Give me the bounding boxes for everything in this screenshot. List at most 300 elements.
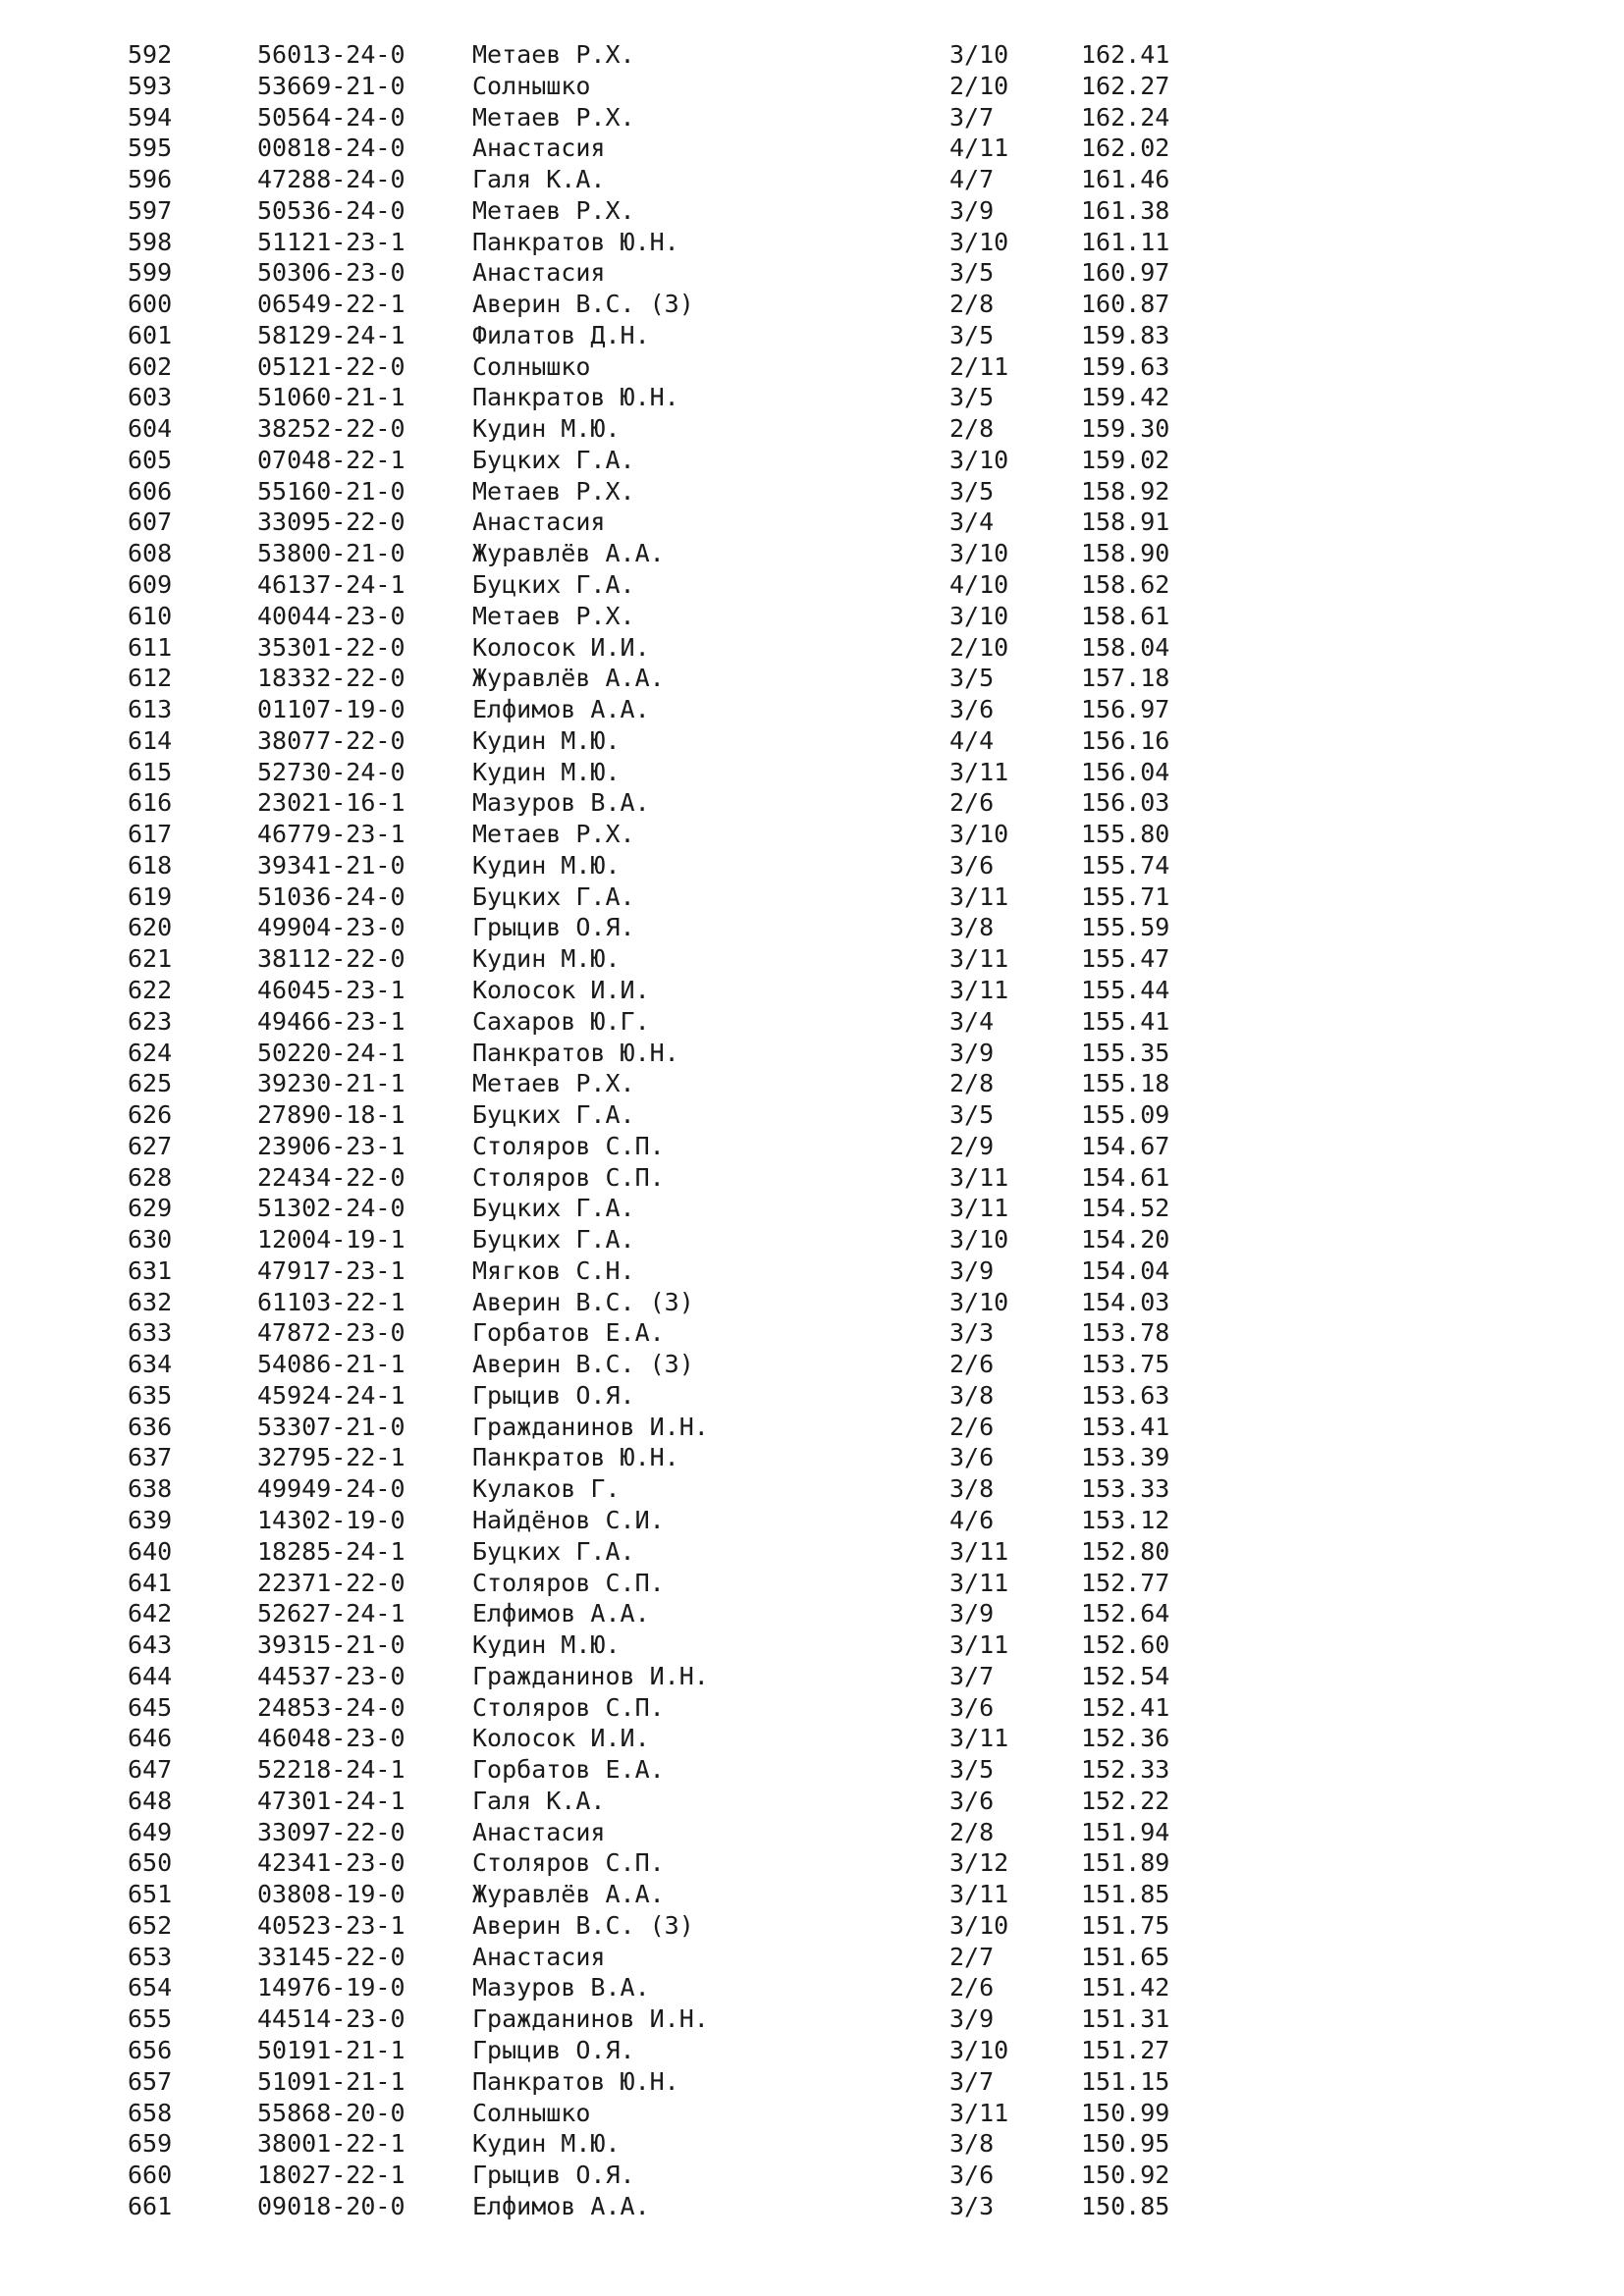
rank-cell: 659 xyxy=(128,2129,173,2159)
name-cell: Мазуров В.А. xyxy=(472,1973,650,2002)
rank-cell: 601 xyxy=(128,320,173,349)
rank-cell: 647 xyxy=(128,1755,173,1785)
score-cell: 162.24 xyxy=(1081,102,1170,132)
rank-cell: 629 xyxy=(128,1194,173,1223)
name-cell: Буцких Г.А. xyxy=(472,1194,635,1223)
ratio-cell: 3/9 xyxy=(949,195,995,225)
table-row xyxy=(0,195,1624,227)
name-cell: Кудин М.Ю. xyxy=(472,725,621,755)
name-cell: Колосок И.И. xyxy=(472,1724,650,1753)
ratio-cell: 3/8 xyxy=(949,913,995,942)
id-cell: 49466-23-1 xyxy=(257,1006,406,1036)
id-cell: 00818-24-0 xyxy=(257,133,406,163)
table-row xyxy=(0,1879,1624,1910)
rank-cell: 607 xyxy=(128,507,173,537)
ratio-cell: 3/6 xyxy=(949,1443,995,1472)
rank-cell: 610 xyxy=(128,601,173,630)
name-cell: Кудин М.Ю. xyxy=(472,944,621,974)
id-cell: 52627-24-1 xyxy=(257,1599,406,1629)
table-row xyxy=(0,1536,1624,1568)
name-cell: Метаев Р.Х. xyxy=(472,102,635,132)
rank-cell: 597 xyxy=(128,195,173,225)
table-row xyxy=(0,1162,1624,1194)
rank-cell: 608 xyxy=(128,539,173,568)
rank-cell: 614 xyxy=(128,725,173,755)
id-cell: 38252-22-0 xyxy=(257,414,406,444)
score-cell: 151.75 xyxy=(1081,1910,1170,1940)
ratio-cell: 3/11 xyxy=(949,1536,1009,1566)
score-cell: 151.42 xyxy=(1081,1973,1170,2002)
table-row xyxy=(0,445,1624,476)
ratio-cell: 3/9 xyxy=(949,1599,995,1629)
ratio-cell: 4/11 xyxy=(949,133,1009,163)
name-cell: Столяров С.П. xyxy=(472,1131,665,1160)
name-cell: Галя К.А. xyxy=(472,165,606,194)
table-row xyxy=(0,164,1624,195)
rank-cell: 639 xyxy=(128,1505,173,1534)
table-row xyxy=(0,1473,1624,1505)
table-row xyxy=(0,1131,1624,1162)
rank-cell: 624 xyxy=(128,1038,173,1067)
ratio-cell: 2/6 xyxy=(949,1350,995,1379)
rank-cell: 594 xyxy=(128,102,173,132)
score-cell: 152.41 xyxy=(1081,1692,1170,1722)
id-cell: 50564-24-0 xyxy=(257,102,406,132)
table-row xyxy=(0,2191,1624,2222)
id-cell: 53800-21-0 xyxy=(257,539,406,568)
id-cell: 46779-23-1 xyxy=(257,820,406,849)
score-cell: 151.15 xyxy=(1081,2066,1170,2096)
name-cell: Кудин М.Ю. xyxy=(472,2129,621,2159)
id-cell: 22371-22-0 xyxy=(257,1568,406,1597)
rank-cell: 611 xyxy=(128,632,173,662)
table-row xyxy=(0,102,1624,133)
rank-cell: 625 xyxy=(128,1069,173,1098)
score-cell: 152.64 xyxy=(1081,1599,1170,1629)
table-row xyxy=(0,71,1624,102)
ratio-cell: 3/10 xyxy=(949,820,1009,849)
id-cell: 18285-24-1 xyxy=(257,1536,406,1566)
name-cell: Кудин М.Ю. xyxy=(472,757,621,786)
id-cell: 23021-16-1 xyxy=(257,788,406,818)
table-row xyxy=(0,757,1624,788)
score-cell: 161.38 xyxy=(1081,195,1170,225)
rank-cell: 621 xyxy=(128,944,173,974)
rank-cell: 655 xyxy=(128,2004,173,2034)
name-cell: Панкратов Ю.Н. xyxy=(472,2066,679,2096)
ratio-cell: 3/6 xyxy=(949,850,995,880)
name-cell: Буцких Г.А. xyxy=(472,1100,635,1130)
table-row xyxy=(0,1786,1624,1817)
id-cell: 54086-21-1 xyxy=(257,1350,406,1379)
ratio-cell: 3/4 xyxy=(949,1006,995,1036)
id-cell: 47917-23-1 xyxy=(257,1255,406,1285)
score-cell: 155.47 xyxy=(1081,944,1170,974)
table-row xyxy=(0,1942,1624,1973)
rank-cell: 616 xyxy=(128,788,173,818)
table-row xyxy=(0,1661,1624,1692)
name-cell: Найдёнов С.И. xyxy=(472,1505,665,1534)
score-cell: 153.78 xyxy=(1081,1318,1170,1348)
id-cell: 39315-21-0 xyxy=(257,1630,406,1660)
table-row xyxy=(0,1692,1624,1724)
table-row xyxy=(0,257,1624,289)
table-row xyxy=(0,2003,1624,2035)
score-cell: 150.92 xyxy=(1081,2161,1170,2190)
ratio-cell: 3/11 xyxy=(949,1880,1009,1909)
rank-cell: 605 xyxy=(128,445,173,474)
score-cell: 155.80 xyxy=(1081,820,1170,849)
name-cell: Колосок И.И. xyxy=(472,632,650,662)
id-cell: 18332-22-0 xyxy=(257,664,406,693)
score-cell: 161.46 xyxy=(1081,165,1170,194)
rank-cell: 634 xyxy=(128,1350,173,1379)
ratio-cell: 3/3 xyxy=(949,1318,995,1348)
ratio-cell: 3/4 xyxy=(949,507,995,537)
ratio-cell: 2/6 xyxy=(949,1412,995,1441)
rank-cell: 652 xyxy=(128,1910,173,1940)
name-cell: Столяров С.П. xyxy=(472,1848,665,1878)
table-row xyxy=(0,912,1624,943)
score-cell: 151.65 xyxy=(1081,1942,1170,1971)
rank-cell: 623 xyxy=(128,1006,173,1036)
rank-cell: 651 xyxy=(128,1880,173,1909)
score-cell: 150.99 xyxy=(1081,2098,1170,2127)
rank-cell: 599 xyxy=(128,258,173,288)
name-cell: Метаев Р.Х. xyxy=(472,820,635,849)
name-cell: Солнышко xyxy=(472,71,591,100)
ratio-cell: 2/8 xyxy=(949,290,995,319)
table-row xyxy=(0,1847,1624,1879)
id-cell: 45924-24-1 xyxy=(257,1380,406,1410)
id-cell: 33145-22-0 xyxy=(257,1942,406,1971)
id-cell: 46048-23-0 xyxy=(257,1724,406,1753)
ratio-cell: 3/10 xyxy=(949,445,1009,474)
name-cell: Буцких Г.А. xyxy=(472,445,635,474)
id-cell: 50536-24-0 xyxy=(257,195,406,225)
name-cell: Колосок И.И. xyxy=(472,975,650,1004)
rank-cell: 643 xyxy=(128,1630,173,1660)
table-row xyxy=(0,1317,1624,1349)
table-row xyxy=(0,2128,1624,2160)
name-cell: Метаев Р.Х. xyxy=(472,1069,635,1098)
score-cell: 157.18 xyxy=(1081,664,1170,693)
rank-cell: 656 xyxy=(128,2036,173,2064)
rank-cell: 600 xyxy=(128,290,173,319)
score-cell: 152.80 xyxy=(1081,1536,1170,1566)
ratio-cell: 3/6 xyxy=(949,2161,995,2190)
ratio-cell: 3/5 xyxy=(949,1755,995,1785)
table-row xyxy=(0,1412,1624,1443)
ranking-list xyxy=(0,39,1624,2222)
table-row xyxy=(0,1380,1624,1412)
score-cell: 159.02 xyxy=(1081,445,1170,474)
name-cell: Панкратов Ю.Н. xyxy=(472,227,679,256)
table-row xyxy=(0,975,1624,1006)
score-cell: 155.35 xyxy=(1081,1038,1170,1067)
rank-cell: 640 xyxy=(128,1536,173,1566)
name-cell: Буцких Г.А. xyxy=(472,1225,635,1255)
rank-cell: 593 xyxy=(128,71,173,100)
score-cell: 162.27 xyxy=(1081,71,1170,100)
id-cell: 35301-22-0 xyxy=(257,632,406,662)
score-cell: 159.42 xyxy=(1081,383,1170,412)
name-cell: Метаев Р.Х. xyxy=(472,195,635,225)
score-cell: 159.63 xyxy=(1081,351,1170,381)
ratio-cell: 3/11 xyxy=(949,1630,1009,1660)
id-cell: 55868-20-0 xyxy=(257,2098,406,2127)
score-cell: 160.87 xyxy=(1081,290,1170,319)
name-cell: Столяров С.П. xyxy=(472,1568,665,1597)
score-cell: 155.59 xyxy=(1081,913,1170,942)
table-row xyxy=(0,2066,1624,2098)
rank-cell: 592 xyxy=(128,40,173,69)
score-cell: 152.54 xyxy=(1081,1661,1170,1690)
ratio-cell: 2/8 xyxy=(949,1817,995,1846)
ratio-cell: 3/11 xyxy=(949,1724,1009,1753)
ratio-cell: 3/10 xyxy=(949,601,1009,630)
id-cell: 38001-22-1 xyxy=(257,2129,406,2159)
rank-cell: 626 xyxy=(128,1100,173,1130)
table-row xyxy=(0,1505,1624,1536)
score-cell: 154.03 xyxy=(1081,1287,1170,1316)
name-cell: Сахаров Ю.Г. xyxy=(472,1006,650,1036)
rank-cell: 641 xyxy=(128,1568,173,1597)
table-row xyxy=(0,1038,1624,1069)
id-cell: 44537-23-0 xyxy=(257,1661,406,1690)
score-cell: 151.89 xyxy=(1081,1848,1170,1878)
score-cell: 156.97 xyxy=(1081,695,1170,724)
name-cell: Буцких Г.А. xyxy=(472,881,635,911)
name-cell: Анастасия xyxy=(472,133,606,163)
ratio-cell: 3/10 xyxy=(949,1287,1009,1316)
id-cell: 51036-24-0 xyxy=(257,881,406,911)
table-row xyxy=(0,1723,1624,1754)
name-cell: Горбатов Е.А. xyxy=(472,1318,665,1348)
rank-cell: 644 xyxy=(128,1661,173,1690)
name-cell: Кудин М.Ю. xyxy=(472,414,621,444)
ratio-cell: 3/11 xyxy=(949,1162,1009,1192)
table-row xyxy=(0,850,1624,881)
id-cell: 51302-24-0 xyxy=(257,1194,406,1223)
rank-cell: 628 xyxy=(128,1162,173,1192)
name-cell: Столяров С.П. xyxy=(472,1692,665,1722)
id-cell: 52218-24-1 xyxy=(257,1755,406,1785)
ratio-cell: 3/7 xyxy=(949,102,995,132)
id-cell: 39230-21-1 xyxy=(257,1069,406,1098)
ratio-cell: 4/10 xyxy=(949,570,1009,600)
rank-cell: 618 xyxy=(128,850,173,880)
score-cell: 152.22 xyxy=(1081,1786,1170,1815)
ratio-cell: 3/5 xyxy=(949,476,995,506)
score-cell: 152.36 xyxy=(1081,1724,1170,1753)
id-cell: 24853-24-0 xyxy=(257,1692,406,1722)
id-cell: 52730-24-0 xyxy=(257,757,406,786)
rank-cell: 661 xyxy=(128,2191,173,2220)
ratio-cell: 2/7 xyxy=(949,1942,995,1971)
id-cell: 46045-23-1 xyxy=(257,975,406,1004)
rank-cell: 632 xyxy=(128,1287,173,1316)
rank-cell: 595 xyxy=(128,133,173,163)
name-cell: Метаев Р.Х. xyxy=(472,476,635,506)
score-cell: 153.33 xyxy=(1081,1474,1170,1504)
score-cell: 153.63 xyxy=(1081,1380,1170,1410)
ratio-cell: 3/10 xyxy=(949,227,1009,256)
score-cell: 153.41 xyxy=(1081,1412,1170,1441)
ratio-cell: 3/6 xyxy=(949,1692,995,1722)
name-cell: Филатов Д.Н. xyxy=(472,320,650,349)
ratio-cell: 3/11 xyxy=(949,944,1009,974)
ratio-cell: 3/5 xyxy=(949,320,995,349)
table-row xyxy=(0,601,1624,632)
rank-cell: 660 xyxy=(128,2161,173,2190)
name-cell: Гражданинов И.Н. xyxy=(472,1661,709,1690)
score-cell: 158.62 xyxy=(1081,570,1170,600)
table-row xyxy=(0,476,1624,507)
name-cell: Метаев Р.Х. xyxy=(472,40,635,69)
score-cell: 152.77 xyxy=(1081,1568,1170,1597)
table-row xyxy=(0,1598,1624,1629)
score-cell: 154.67 xyxy=(1081,1131,1170,1160)
table-row xyxy=(0,694,1624,725)
rank-cell: 596 xyxy=(128,165,173,194)
name-cell: Мазуров В.А. xyxy=(472,788,650,818)
ratio-cell: 3/6 xyxy=(949,695,995,724)
ratio-cell: 3/7 xyxy=(949,1661,995,1690)
score-cell: 155.09 xyxy=(1081,1100,1170,1130)
id-cell: 22434-22-0 xyxy=(257,1162,406,1192)
id-cell: 44514-23-0 xyxy=(257,2004,406,2034)
ratio-cell: 2/6 xyxy=(949,788,995,818)
table-row xyxy=(0,819,1624,850)
score-cell: 161.11 xyxy=(1081,227,1170,256)
rank-cell: 653 xyxy=(128,1942,173,1971)
name-cell: Журавлёв А.А. xyxy=(472,1880,665,1909)
name-cell: Анастасия xyxy=(472,1817,606,1846)
name-cell: Анастасия xyxy=(472,507,606,537)
score-cell: 159.83 xyxy=(1081,320,1170,349)
rank-cell: 658 xyxy=(128,2098,173,2127)
ratio-cell: 3/8 xyxy=(949,1474,995,1504)
ratio-cell: 4/6 xyxy=(949,1505,995,1534)
table-row xyxy=(0,1224,1624,1255)
table-row xyxy=(0,787,1624,819)
id-cell: 40523-23-1 xyxy=(257,1910,406,1940)
name-cell: Галя К.А. xyxy=(472,1786,606,1815)
score-cell: 151.94 xyxy=(1081,1817,1170,1846)
table-row xyxy=(0,2035,1624,2066)
rank-cell: 613 xyxy=(128,695,173,724)
score-cell: 162.41 xyxy=(1081,40,1170,69)
table-row xyxy=(0,1255,1624,1287)
id-cell: 55160-21-0 xyxy=(257,476,406,506)
id-cell: 33095-22-0 xyxy=(257,507,406,537)
name-cell: Анастасия xyxy=(472,258,606,288)
id-cell: 42341-23-0 xyxy=(257,1848,406,1878)
table-row xyxy=(0,1099,1624,1131)
id-cell: 40044-23-0 xyxy=(257,601,406,630)
score-cell: 158.92 xyxy=(1081,476,1170,506)
table-row xyxy=(0,538,1624,569)
score-cell: 159.30 xyxy=(1081,414,1170,444)
table-row xyxy=(0,881,1624,913)
ratio-cell: 3/12 xyxy=(949,1848,1009,1878)
ratio-cell: 3/8 xyxy=(949,2129,995,2159)
table-row xyxy=(0,725,1624,757)
id-cell: 47872-23-0 xyxy=(257,1318,406,1348)
score-cell: 156.04 xyxy=(1081,757,1170,786)
name-cell: Грыцив О.Я. xyxy=(472,2036,635,2064)
ratio-cell: 3/5 xyxy=(949,1100,995,1130)
rank-cell: 635 xyxy=(128,1380,173,1410)
id-cell: 53307-21-0 xyxy=(257,1412,406,1441)
rank-cell: 615 xyxy=(128,757,173,786)
rank-cell: 617 xyxy=(128,820,173,849)
table-row xyxy=(0,351,1624,383)
ratio-cell: 3/10 xyxy=(949,2036,1009,2064)
rank-cell: 627 xyxy=(128,1131,173,1160)
name-cell: Панкратов Ю.Н. xyxy=(472,383,679,412)
name-cell: Солнышко xyxy=(472,351,591,381)
rank-cell: 648 xyxy=(128,1786,173,1815)
table-row xyxy=(0,133,1624,164)
ratio-cell: 3/11 xyxy=(949,2098,1009,2127)
id-cell: 51060-21-1 xyxy=(257,383,406,412)
ratio-cell: 3/3 xyxy=(949,2191,995,2220)
ratio-cell: 3/9 xyxy=(949,1038,995,1067)
ratio-cell: 3/6 xyxy=(949,1786,995,1815)
ratio-cell: 3/11 xyxy=(949,1194,1009,1223)
id-cell: 47288-24-0 xyxy=(257,165,406,194)
ratio-cell: 2/10 xyxy=(949,71,1009,100)
id-cell: 27890-18-1 xyxy=(257,1100,406,1130)
ratio-cell: 4/7 xyxy=(949,165,995,194)
name-cell: Журавлёв А.А. xyxy=(472,664,665,693)
table-row xyxy=(0,663,1624,694)
score-cell: 155.44 xyxy=(1081,975,1170,1004)
id-cell: 32795-22-1 xyxy=(257,1443,406,1472)
table-row xyxy=(0,632,1624,664)
table-row xyxy=(0,2160,1624,2191)
score-cell: 158.90 xyxy=(1081,539,1170,568)
score-cell: 162.02 xyxy=(1081,133,1170,163)
rank-cell: 603 xyxy=(128,383,173,412)
ratio-cell: 3/11 xyxy=(949,757,1009,786)
name-cell: Аверин В.С. (З) xyxy=(472,1910,694,1940)
ratio-cell: 3/11 xyxy=(949,881,1009,911)
rank-cell: 650 xyxy=(128,1848,173,1878)
table-row xyxy=(0,382,1624,413)
score-cell: 153.12 xyxy=(1081,1505,1170,1534)
score-cell: 156.16 xyxy=(1081,725,1170,755)
id-cell: 06549-22-1 xyxy=(257,290,406,319)
name-cell: Буцких Г.А. xyxy=(472,570,635,600)
rank-cell: 609 xyxy=(128,570,173,600)
rank-cell: 633 xyxy=(128,1318,173,1348)
rank-cell: 630 xyxy=(128,1225,173,1255)
ratio-cell: 3/10 xyxy=(949,539,1009,568)
id-cell: 01107-19-0 xyxy=(257,695,406,724)
score-cell: 151.27 xyxy=(1081,2036,1170,2064)
ratio-cell: 3/9 xyxy=(949,1255,995,1285)
name-cell: Грыцив О.Я. xyxy=(472,2161,635,2190)
rank-cell: 622 xyxy=(128,975,173,1004)
rank-cell: 602 xyxy=(128,351,173,381)
id-cell: 39341-21-0 xyxy=(257,850,406,880)
table-row xyxy=(0,413,1624,445)
name-cell: Кудин М.Ю. xyxy=(472,850,621,880)
id-cell: 09018-20-0 xyxy=(257,2191,406,2220)
